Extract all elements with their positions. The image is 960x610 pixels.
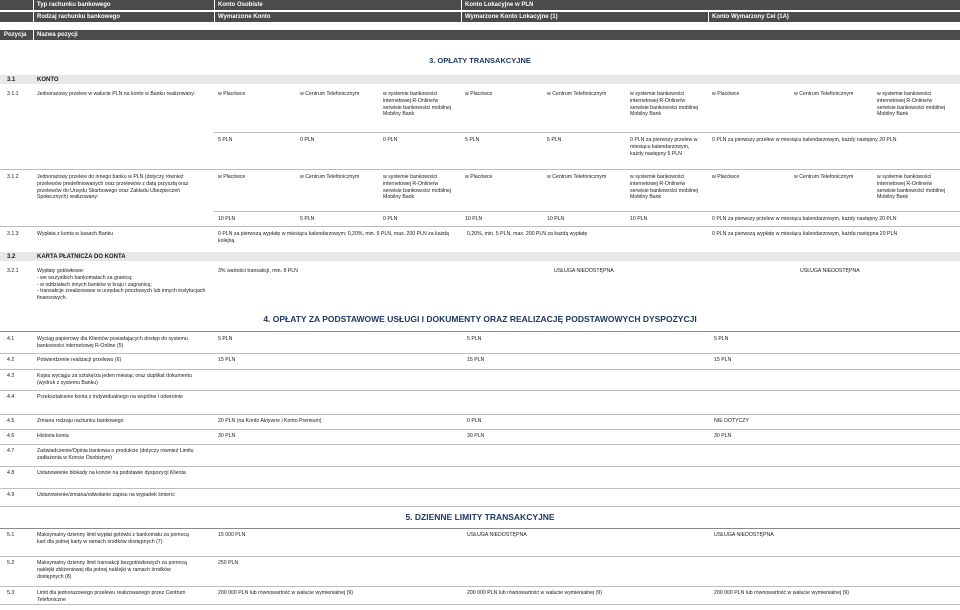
karta-subheader: [0, 252, 960, 261]
channel-placowce: w Placówce: [465, 91, 493, 97]
fee-value: 5 PLN: [218, 336, 233, 342]
fee-value: 0 PLN za pierwszy przelew w miesiącu kalendarzowym, każdy następny 5 PLN: [630, 137, 698, 157]
fee-value: 0 PLN za pierwszy przelew w miesiącu kalendarzowym, każdy następny 20 PLN: [712, 137, 897, 143]
fee-value: 5 PLN: [714, 336, 729, 342]
channel-system: w systemie bankowości internetowej R-Online/w serwisie bankowości mobilnej Mobilny Bank: [630, 91, 699, 118]
row-name: Maksymalny dzienny limit transakcji bezgotówkowych za pomocą naklejki zbliżeniowej dla jednej naklejki w ramach środków dostępnych (8): [37, 560, 187, 580]
row-number: 4.7: [7, 448, 15, 454]
row-name: Wypłata z konta w kasach Banku: [37, 231, 114, 237]
channel-placowce: w Placówce: [218, 91, 246, 97]
row-number: 5.3: [7, 590, 15, 596]
row-divider: [0, 429, 960, 430]
fee-value: 250 PLN: [218, 560, 239, 566]
konto-subheader: [0, 75, 960, 84]
fee-value: 0 PLN: [383, 216, 398, 222]
row-name: Maksymalny dzienny limit wypłat gotówki z bankomatu za pomocą kart dla jednej karty w ramach środków dostępnych (7): [37, 532, 189, 545]
row-number: 4.3: [7, 373, 15, 379]
header-label-account-kind: Rodzaj rachunku bankowego: [37, 14, 121, 20]
fee-value: USŁUGA NIEDOSTĘPNA: [714, 532, 774, 538]
row-number: 5.1: [7, 532, 15, 538]
row-number: 4.2: [7, 357, 15, 363]
fee-value: 10 PLN: [630, 216, 648, 222]
row-number: 4.9: [7, 492, 15, 498]
row-name: Ustanowienie blokady na koncie na podstawie dyspozycji Klienta: [37, 470, 186, 476]
channel-placowce: w Placówce: [712, 91, 740, 97]
channel-telefoniczne: w Centrum Telefonicznym: [794, 174, 854, 180]
channel-telefoniczne: w Centrum Telefonicznym: [794, 91, 854, 97]
row-number: 4.1: [7, 336, 15, 342]
row-name: Zaświadczenie/Opinia bankowa o produkcie (dotyczy również Limitu zadłużenia w Koncie Osobistym): [37, 448, 194, 461]
row-name: Kopia wyciągu za sztukę/za jeden miesiąc oraz duplikat dokumentu (wydruk z systemu Banku): [37, 373, 192, 386]
channel-telefoniczne: w Centrum Telefonicznym: [300, 91, 360, 97]
channel-telefoniczne: w Centrum Telefonicznym: [547, 91, 607, 97]
row-name: Wypłaty gotówkowe: - we wszystkich bankomatach za granicą; - w oddziałach innych banków w kraju i zagranicą; - transakcje zrealizowane w urzędach pocztowych lub innych instytucjach finansowych.: [37, 268, 206, 301]
channel-system: w systemie bankowości internetowej R-Online/w serwisie bankowości mobilnej Mobilny Bank: [877, 174, 946, 201]
row-divider: [0, 488, 960, 489]
row-name: Ustanowienie/zmiana/odwołanie zapisu na wypadek śmierci: [37, 492, 175, 498]
row-divider: [0, 604, 960, 605]
channel-system: w systemie bankowości internetowej R-Online/w serwisie bankowości mobilnej Mobilny Bank: [383, 91, 452, 118]
fee-value: 5 PLN: [547, 137, 562, 143]
header-label-position-name: Nazwa pozycji: [37, 32, 78, 38]
fee-value: 200 000 PLN lub równowartość w walucie wymienialnej (9): [714, 590, 849, 596]
section-4-title: 4. OPŁATY ZA PODSTAWOWE USŁUGI I DOKUMENTY ORAZ REALIZACJĘ PODSTAWOWYCH DYSPOZYCJI: [263, 314, 697, 324]
fee-value: 15 000 PLN: [218, 532, 246, 538]
row-divider: [0, 369, 960, 370]
channel-telefoniczne: w Centrum Telefonicznym: [547, 174, 607, 180]
fee-value: 30 PLN: [714, 433, 732, 439]
fee-value: 0 PLN za pierwszą wypłatę w miesiącu kalendarzowym, każda następna 20 PLN: [712, 231, 898, 237]
fee-value: 15 PLN: [218, 357, 236, 363]
channel-system: w systemie bankowości internetowej R-Online/w serwisie bankowości mobilnej Mobilny Bank: [630, 174, 699, 201]
fee-value: 15 PLN: [467, 357, 485, 363]
row-name: Potwierdzenie realizacji przelewu (6): [37, 357, 122, 363]
row-name: Limit dla jednorazowego przelewu realizowanego przez Centrum Telefoniczne: [37, 590, 186, 603]
row-number: 5.2: [7, 560, 15, 566]
row-number: 4.4: [7, 394, 15, 400]
fee-value: 5 PLN: [465, 137, 480, 143]
fee-value: 200 000 PLN lub równowartość w walucie wymienialnej (9): [218, 590, 353, 596]
fee-value: NIE DOTYCZY: [714, 418, 749, 424]
header-label-account-type: Typ rachunku bankowego: [37, 2, 111, 8]
header-value-wymarzony-cel: Konto Wymarzony Cel (1A): [712, 14, 789, 20]
fee-value: 5 PLN: [300, 216, 315, 222]
row-name: Historia konta: [37, 433, 69, 439]
fee-value: USŁUGA NIEDOSTĘPNA: [800, 268, 860, 274]
row-divider: [0, 466, 960, 467]
channel-placowce: w Placówce: [218, 174, 246, 180]
channel-placowce: w Placówce: [712, 174, 740, 180]
row-name: Zmiana rodzaju rachunku bankowego: [37, 418, 124, 424]
fee-value: 0 PLN za pierwszą wypłatę w miesiącu kalendarzowym; 0,20%, min. 5 PLN, max. 200 PLN za każdą kolejną: [218, 231, 449, 244]
fee-value: 15 PLN: [714, 357, 732, 363]
fee-value: 0 PLN: [383, 137, 398, 143]
fee-value: 30 PLN: [218, 433, 236, 439]
row-divider: [0, 414, 960, 415]
row-name: Wyciąg papierowy dla Klientów posiadających dostęp do systemu bankowości internetowej R-Online (5): [37, 336, 188, 349]
fee-value: 5 PLN: [218, 137, 233, 143]
row-number: 3.2.1: [7, 268, 19, 274]
row-number: 4.5: [7, 418, 15, 424]
header-row-columns: [0, 30, 960, 40]
row-number: 3.1.1: [7, 91, 19, 97]
fee-value: 5 PLN: [467, 336, 482, 342]
header-value-konto-osobiste: Konto Osobiste: [218, 2, 263, 8]
fee-value: 20 PLN (na Konto Aktywne i Konto Premium): [218, 418, 322, 424]
fee-value: 0 PLN za pierwszy przelew w miesiącu kalendarzowym, każdy następny 20 PLN: [712, 216, 897, 222]
fee-value: 3% wartości transakcji, min. 8 PLN: [218, 268, 298, 274]
header-row-account-type: [0, 0, 960, 10]
row-divider: [0, 390, 960, 391]
fee-value: 10 PLN: [465, 216, 483, 222]
row-number: 3.1.2: [7, 174, 19, 180]
row-divider: [0, 556, 960, 557]
fee-value: 10 PLN: [547, 216, 565, 222]
fee-value: 0 PLN: [300, 137, 315, 143]
row-divider: [0, 506, 960, 507]
section-5-title: 5. DZIENNE LIMITY TRANSAKCYJNE: [405, 512, 555, 522]
fee-value: 0 PLN: [467, 418, 482, 424]
row-name: Jednorazowy przelew w walucie PLN na konto w Banku realizowany:: [37, 91, 196, 97]
fee-value: 10 PLN: [218, 216, 236, 222]
karta-label: KARTA PŁATNICZA DO KONTA: [37, 253, 126, 260]
fee-value: 200 000 PLN lub równowartość w walucie wymienialnej (9): [467, 590, 602, 596]
channel-telefoniczne: w Centrum Telefonicznym: [300, 174, 360, 180]
konto-label: KONTO: [37, 76, 59, 83]
header-value-wymarzone-konto: Wymarzone Konto: [218, 14, 271, 20]
header-value-konto-lokacyjne: Konto Lokacyjne w PLN: [465, 2, 534, 8]
row-number: 4.6: [7, 433, 15, 439]
header-value-wymarzone-lokacyjne: Wymarzone Konto Lokacyjne (1): [465, 14, 558, 20]
fee-value: USŁUGA NIEDOSTĘPNA: [467, 532, 527, 538]
row-divider: [0, 586, 960, 587]
header-label-position: Pozycja: [4, 32, 27, 38]
row-name: Przekształcenie konta z indywidualnego na wspólne i odwrotnie: [37, 394, 183, 400]
channel-system: w systemie bankowości internetowej R-Online/w serwisie bankowości mobilnej Mobilny Bank: [383, 174, 452, 201]
fee-value: 0,20%, min. 5 PLN, max. 200 PLN za każdą wypłatę: [467, 231, 588, 237]
row-divider: [0, 444, 960, 445]
konto-number: 3.1: [7, 76, 16, 83]
row-number: 3.1.3: [7, 231, 19, 237]
section-3-title: 3. OPŁATY TRANSAKCYJNE: [429, 56, 531, 65]
row-divider: [0, 353, 960, 354]
row-name: Jednorazowy przelew do innego banku w PLN (dotyczy również przelewów predefiniowanych oraz przelewów z datą przyszłą oraz przelewów do Urzędu Skarbowego oraz Zakładu Ubezpieczeń Społecznych) realizowany:: [37, 174, 189, 201]
channel-system: w systemie bankowości internetowej R-Online/w serwisie bankowości mobilnej Mobilny Bank: [877, 91, 946, 118]
fee-value: 30 PLN: [467, 433, 485, 439]
channel-placowce: w Placówce: [465, 174, 493, 180]
row-number: 4.8: [7, 470, 15, 476]
karta-number: 3.2: [7, 253, 16, 260]
fee-value: USŁUGA NIEDOSTĘPNA: [554, 268, 614, 274]
header-row-account-kind: [0, 12, 960, 22]
